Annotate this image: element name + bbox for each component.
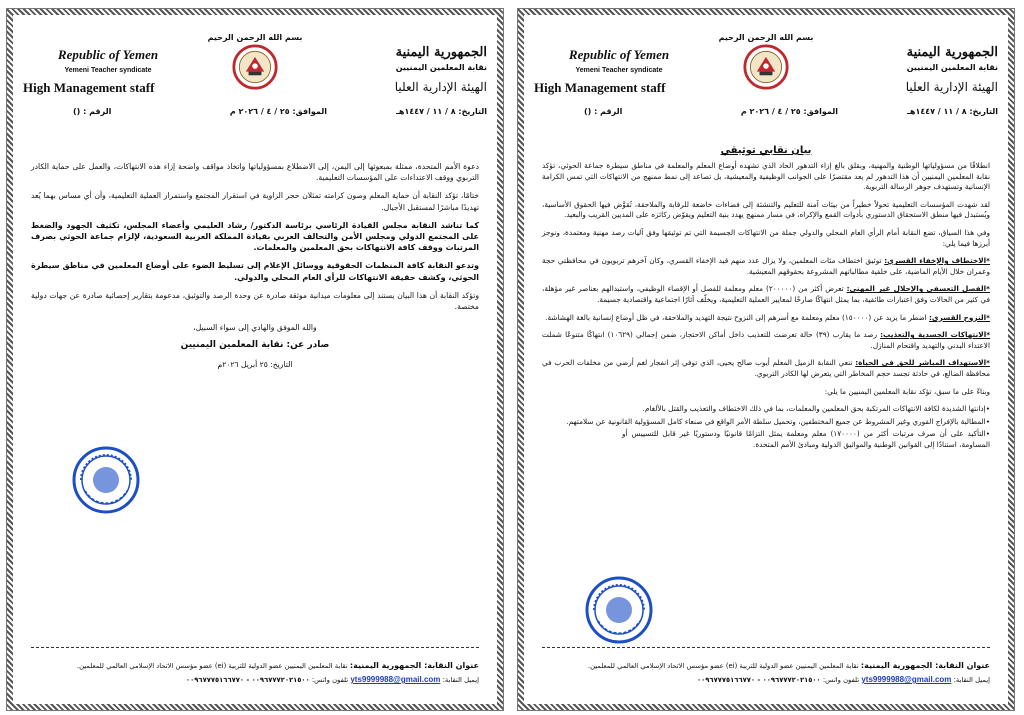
violation-item: *الاستهداف المباشر للحق في الحياة: تنعي النقابة الزميل المعلم أيوب صالح يحيى، الذي توفي إثر انفجار لغم أرضي من مخلفات الحرب في محافظة الضالع، في حادثة تجسد حجم المخاطر التي يتعرض لها الكادر التربوي. xyxy=(542,358,990,378)
footer-divider xyxy=(542,647,990,648)
statement-body xyxy=(542,161,990,457)
paragraph: دعوة الأمم المتحدة، ممثلة بمبعوثها إلى اليمن، إلى الاضطلاع بمسؤولياتها واتخاذ مواقف واضحة إزاء هذه الانتهاكات، والعمل على حماية الكادر التربوي ووقف الاعتداءات على المؤسسات التعليمية. xyxy=(31,162,479,183)
violation-title: *الفصل التعسفي والإحلال غير المهني: xyxy=(846,284,990,294)
violation-title: *الاختطاف والإخفاء القسري: xyxy=(884,256,990,266)
paragraph: لقد شهدت المؤسسات التعليمية تحولاً خطيراً من بيئات آمنة للتعليم والتنشئة إلى فضاءات خاضعة للرقابة والملاحقة، تُقوَّض فيها الحقوق الأساسية، ويُستبدل فيها منطق الاستحقاق الدستوري بأدوات القمع والإكراه، في مسار ممنهج يهدد بنية التعليم ويقوّض ركائزه على المديين القريب والبعيد. xyxy=(542,199,990,220)
reference-number: الرقم : () xyxy=(584,107,623,116)
arabic-syndicate-name: نقابة المعلمين اليمنيين xyxy=(906,63,998,72)
footer xyxy=(542,659,990,687)
paragraph: وبناءً على ما سبق، تؤكد نقابة المعلمين اليمنيين ما يلي: xyxy=(824,386,990,396)
basmala: بسم الله الرحمن الرحيم xyxy=(207,33,303,42)
footer-address: نقابة المعلمين اليمنيين عضو الدولية للتربية (ei) عضو مؤسس الاتحاد الإسلامي العالمي للمعلمين. xyxy=(76,662,350,670)
arabic-letterhead xyxy=(347,45,487,94)
footer-phone-label: تلفون واتس: xyxy=(822,676,860,684)
basmala: بسم الله الرحمن الرحيم xyxy=(718,33,814,42)
violation-item: *النزوح القسري: اضطر ما يزيد عن (١٥٠٠٠٠) معلم ومعلمة مع أسرهم إلى النزوح نتيجة التهديد والملاحقة، في ظل أوضاع إنسانية بالغة الهشاشة. xyxy=(545,312,990,322)
footer-address-label: عنوان النقابة: الجمهورية اليمنية: xyxy=(349,661,479,670)
letterhead xyxy=(23,33,487,103)
violation-item: *الفصل التعسفي والإحلال غير المهني: تعرض أكثر من (٢٠٠٠٠٠) معلم ومعلمة للفصل أو الإقصاء الوظيفي، واستبدالهم بعناصر غير مؤهلة، في كثير من الحالات وفق اعتبارات طائفية، بما يمثل انتهاكًا صارخًا لمعايير العملية التعليمية، ويخلّف آثارًا اجتماعية واقتصادية جسيمة. xyxy=(542,284,990,304)
issuer-line: صادر عن: نقابة المعلمين اليمنيين xyxy=(180,340,330,351)
footer xyxy=(31,659,479,687)
english-management-name: High Management staff xyxy=(534,80,666,95)
footer-email-link[interactable]: yts9999988@gmail.com xyxy=(861,675,952,684)
reference-line xyxy=(23,107,487,121)
footer-email-link[interactable]: yts9999988@gmail.com xyxy=(350,675,441,684)
violation-item: *الانتهاكات الجسدية والتعذيب: رصد ما يقارب (٣٩) حالة تعرضت للتعذيب داخل أماكن الاحتجاز، ضمن إجمالي (١٠٦٢٩) انتهاكًا متنوعًا شملت الاعتداء البدني والتهديد واقتحام المنازل. xyxy=(542,330,991,350)
bullet-item: •التأكيد على أن صرف مرتبات أكثر من (١٧٠٠٠٠) معلم ومعلمة يمثل التزامًا قانونيًا ودستوريًا غير قابل للتسييس أو المساومة، استنادًا إلى القوانين الوطنية والمواثيق الدولية ومبادئ الأمم المتحدة. xyxy=(622,429,990,449)
syndicate-emblem-icon xyxy=(743,44,789,90)
english-country-name: Republic of Yemen xyxy=(568,47,670,62)
violation-title: *الاستهداف المباشر للحق في الحياة: xyxy=(855,358,990,368)
footer-phones: ٠٠٩٦٧٧٧٢٠٢١٥٠٠ - ٠٠٩٦٧٧٧٥١٦٦٧٧٠ xyxy=(696,676,821,684)
arabic-management-name: الهيئة الإدارية العليا xyxy=(905,80,998,94)
gregorian-date: الموافق: ٢٥ / ٤ / ٢٠٢٦ م xyxy=(229,107,327,116)
paragraph-bold: كما تناشد النقابة مجلس القيادة الرئاسي برئاسة الدكتور/ رشاد العليمي وأعضاء المجلس، تكثيف الجهود والضغط على المجتمع الدولي ومجلس الأمن والتحالف العربي بقيادة المملكة العربية السعودية، لإلزام جماعة الحوثي بصرف المرتبات ووقف كافة الانتهاكات بحق المعلمين والمعلمات. xyxy=(31,220,479,253)
issue-date: التاريخ: ٢٥ أبريل ٢٠٢٦م xyxy=(217,359,293,369)
violation-title: *الانتهاكات الجسدية والتعذيب: xyxy=(880,330,991,340)
footer-address: نقابة المعلمين اليمنيين عضو الدولية للتربية (ei) عضو مؤسس الاتحاد الإسلامي العالمي للمعلمين. xyxy=(587,662,861,670)
english-country-name: Republic of Yemen xyxy=(57,47,159,62)
official-stamp-icon xyxy=(584,575,654,645)
syndicate-emblem-icon xyxy=(232,44,278,90)
english-syndicate-name: Yemeni Teacher syndicate xyxy=(575,67,663,74)
footer-address-label: عنوان النقابة: الجمهورية اليمنية: xyxy=(860,661,990,670)
paragraph: انطلاقًا من مسؤولياتها الوطنية والمهنية، وبقلق بالغ إزاء التدهور الحاد الذي تشهده أوضاع المعلم والمعلمة في مناطق سيطرة جماعة الحوثي، تؤكد نقابة المعلمين اليمنيين أن هذا التدهور لم يعد مقتصرًا على الجوانب الوظيفية والمعيشية، بل تصاعد إلى نمط ممنهج من الانتهاكات التي تمس الكرامة الإنسانية وتستهدف جوهر الرسالة التربوية. xyxy=(542,161,990,192)
paragraph: ختامًا، تؤكد النقابة أن حماية المعلم وصون كرامته تمثلان حجر الزاوية في استقرار المجتمع واستمرار العملية التعليمية، وأن أي مساس بهما يُعد تهديدًا مباشرًا لمستقبل الأجيال. xyxy=(31,191,479,212)
english-management-name: High Management staff xyxy=(23,80,155,95)
footer-divider xyxy=(31,647,479,648)
paragraph: وتؤكد النقابة أن هذا البيان يستند إلى معلومات ميدانية موثقة صادرة عن وحدة الرصد والتوثيق، مدعومة بتقارير إحصائية صادرة عن جهات دولية مختصة. xyxy=(31,290,479,312)
letterhead-center xyxy=(195,33,315,94)
footer-phone-label: تلفون واتس: xyxy=(311,676,349,684)
english-syndicate-name: Yemeni Teacher syndicate xyxy=(64,67,152,74)
hijri-date: التاريخ: ٨ / ١١ / ١٤٤٧هـ xyxy=(396,107,487,116)
arabic-country-name: الجمهورية اليمنية xyxy=(906,45,998,60)
english-letterhead xyxy=(23,47,193,96)
paragraph: وفي هذا السياق، تضع النقابة أمام الرأي العام المحلي والدولي جملة من الانتهاكات الجسيمة التي تم توثيقها وفق آليات رصد مهنية ومعتمدة، ونوجز أبرزها فيما يلي: xyxy=(542,227,990,248)
letterhead-center xyxy=(706,33,826,94)
english-letterhead xyxy=(534,47,704,96)
arabic-syndicate-name: نقابة المعلمين اليمنيين xyxy=(395,63,487,72)
footer-email-label: إيميل النقابة: xyxy=(953,676,990,684)
violation-item: *الاختطاف والإخفاء القسري: توثيق اختطاف مئات المعلمين، ولا يزال عدد منهم قيد الإخفاء القسري، وكان آخرهم تربويون في محافظتي حجة وعمران خلال الأيام الماضية، على خلفية مطالباتهم المشروعة بحقوقهم المعيشية. xyxy=(542,256,990,276)
paragraph-bold: وتدعو النقابة كافة المنظمات الحقوقية ووسائل الإعلام إلى تسليط الضوء على أوضاع المعلمين في مناطق سيطرة الحوثي، وكشف حقيقة الانتهاكات للرأي العام المحلي والدولي. xyxy=(31,261,479,282)
bullet-item: •المطالبة بالإفراج الفوري وغير المشروط عن جميع المختطفين، وتحميل سلطة الأمر الواقع في صنعاء كامل المسؤولية القانونية عن سلامتهم. xyxy=(566,416,990,426)
arabic-country-name: الجمهورية اليمنية xyxy=(395,45,487,60)
arabic-letterhead xyxy=(858,45,998,94)
reference-line xyxy=(534,107,998,121)
document-page-1 xyxy=(517,8,1015,711)
statement-title: بيان نقابي توثيقي xyxy=(720,145,812,156)
closing-line: والله الموفق والهادي إلى سواء السبيل، xyxy=(193,323,317,333)
letterhead xyxy=(534,33,998,103)
hijri-date: التاريخ: ٨ / ١١ / ١٤٤٧هـ xyxy=(907,107,998,116)
footer-email-label: إيميل النقابة: xyxy=(442,676,479,684)
arabic-management-name: الهيئة الإدارية العليا xyxy=(394,80,487,94)
official-stamp-icon xyxy=(71,445,141,515)
bullet-item: •إدانتها الشديدة لكافة الانتهاكات المرتكبة بحق المعلمين والمعلمات، بما في ذلك الاختطاف والتعذيب والقتل بالألغام. xyxy=(642,404,990,414)
gregorian-date: الموافق: ٢٥ / ٤ / ٢٠٢٦ م xyxy=(740,107,838,116)
violation-title: *النزوح القسري: xyxy=(929,312,990,322)
footer-phones: ٠٠٩٦٧٧٧٢٠٢١٥٠٠ - ٠٠٩٦٧٧٧٥١٦٦٧٧٠ xyxy=(185,676,310,684)
document-page-2 xyxy=(6,8,504,711)
statement-body-continued xyxy=(31,161,479,377)
reference-number: الرقم : () xyxy=(73,107,112,116)
